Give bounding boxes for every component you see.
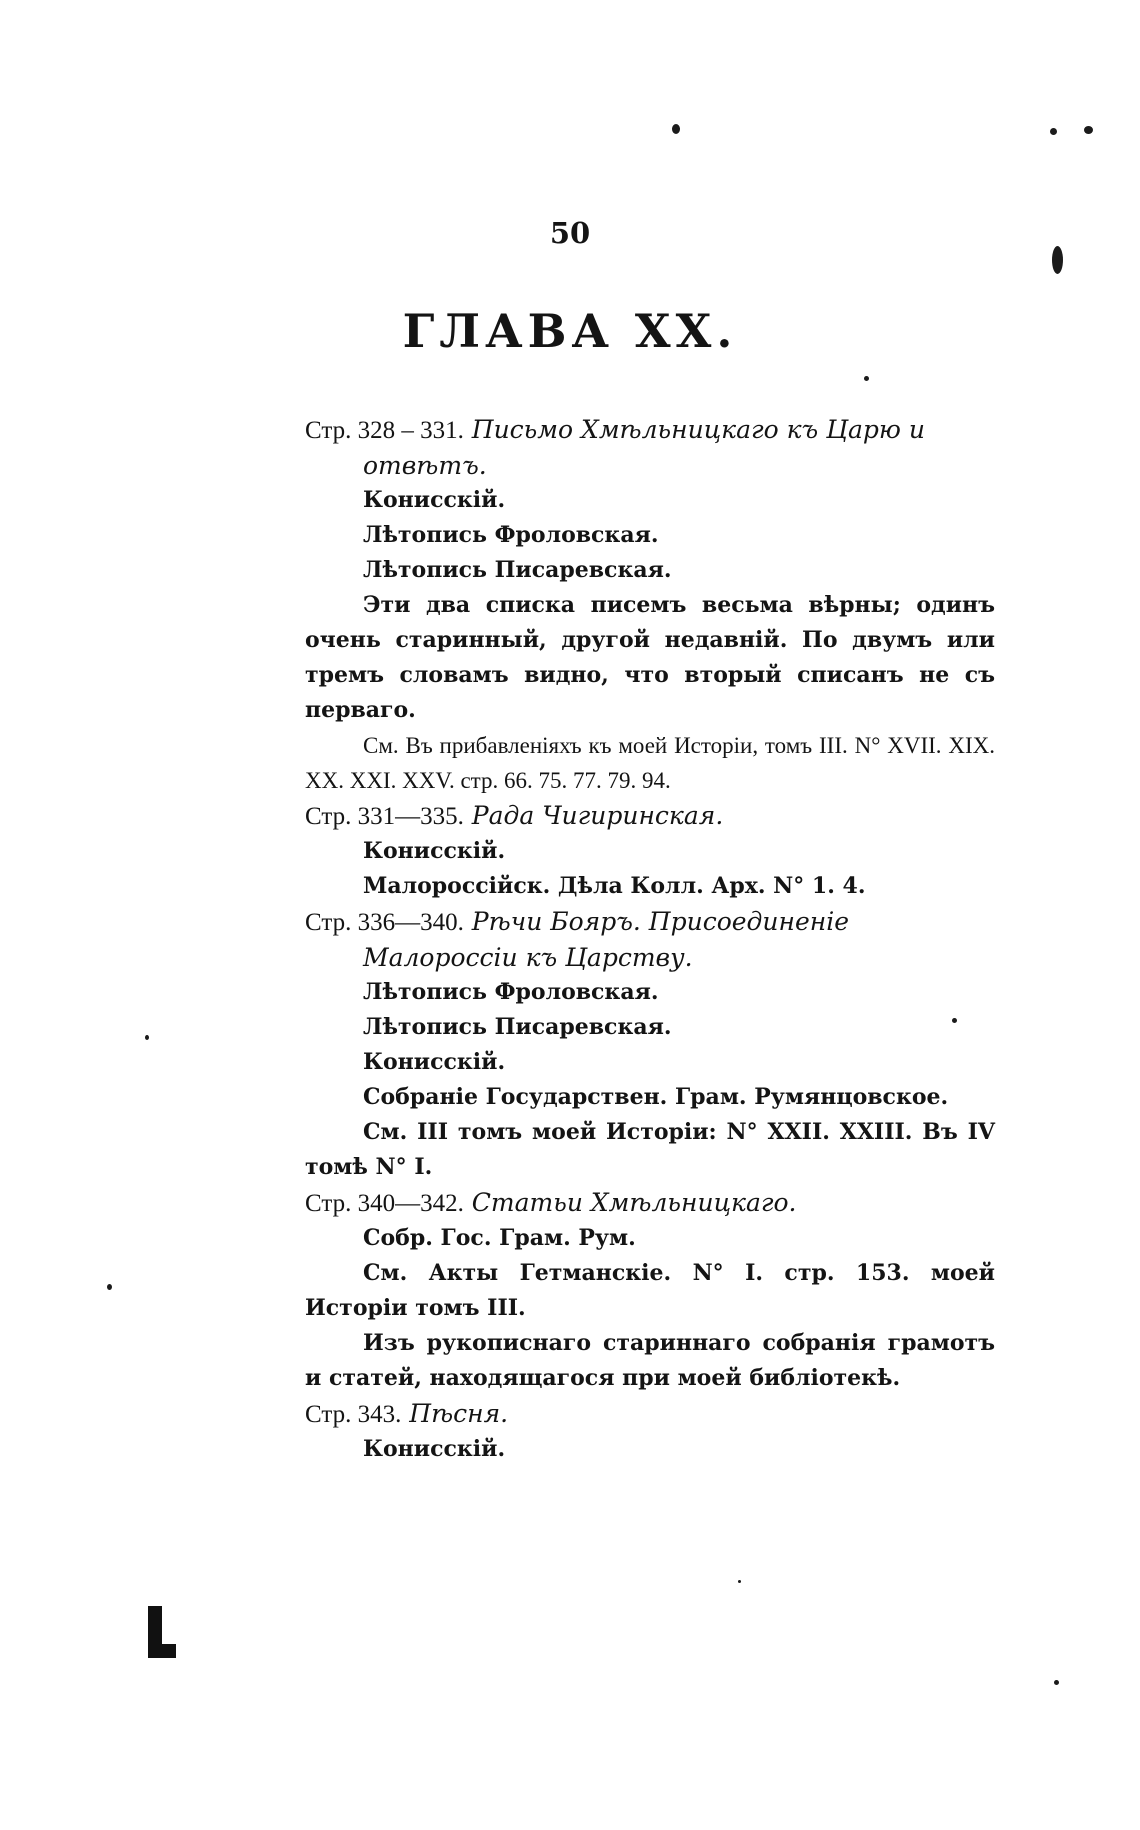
note-entry (305, 904, 995, 1185)
entry-heading (305, 798, 995, 834)
page-number: 50 (549, 216, 591, 250)
ink-mark (148, 1644, 176, 1658)
note-entry (305, 1185, 995, 1396)
ink-speck (1052, 246, 1063, 274)
entry-heading (305, 1185, 995, 1221)
source-line: Лѣтопись Фроловская. (363, 522, 659, 548)
ink-speck (738, 1580, 741, 1583)
source-line: Конисскій. (363, 1436, 506, 1462)
page-reference: Стр. 340—342. (305, 1190, 464, 1217)
source-line: Конисскій. (363, 1049, 506, 1075)
ink-speck (1054, 1680, 1059, 1685)
ink-speck (672, 124, 680, 134)
source-line: Лѣтопись Писаревская. (363, 557, 672, 583)
note-entry (305, 412, 995, 798)
source-line: Лѣтопись Писаревская. (363, 1014, 672, 1040)
entry-title: Рѣчи Бояръ. Присоединеніе Малороссіи къ Царству. (363, 907, 850, 972)
page-reference: Стр. 328 – 331. (305, 417, 464, 444)
ink-speck (1050, 128, 1057, 135)
page-reference: Стр. 331—335. (305, 803, 464, 830)
chapter-title: ГЛАВА XX. (402, 304, 738, 358)
page-reference: Стр. 343. (305, 1401, 402, 1428)
note-paragraph: Эти два списка писемъ весьма вѣрны; одинъ очень старинный, другой недавній. По двумъ или тремъ словамъ видно, что вторый списанъ не съ перваго. (305, 592, 995, 723)
note-paragraph: См. III томъ моей Исторіи: N° XXII. XXIII. Въ IV томѣ N° I. (305, 1119, 995, 1180)
source-line: Конисскій. (363, 487, 506, 513)
note-paragraph: См. Въ прибавленіяхъ къ моей Исторіи, томъ III. N° XVII. XIX. XX. XXI. XXV. стр. 66. 75. 77. 79. 94. (305, 733, 995, 793)
source-line: Собр. Гос. Грам. Рум. (363, 1225, 636, 1251)
page-reference: Стр. 336—340. (305, 909, 464, 936)
entry-heading (305, 904, 995, 975)
note-entry (305, 798, 995, 904)
ink-speck (1084, 126, 1093, 134)
source-line: Конисскій. (363, 838, 506, 864)
ink-speck (145, 1035, 149, 1040)
source-line: Лѣтопись Фроловская. (363, 979, 659, 1005)
note-paragraph: См. Акты Гетманскіе. N° I. стр. 153. моей Исторіи томъ III. (305, 1260, 995, 1321)
source-line: Малороссійск. Дѣла Колл. Арх. N° 1. 4. (363, 873, 866, 899)
note-paragraph: Изъ рукописнаго стариннаго собранія грамотъ и статей, находящагося при моей библіотекѣ. (305, 1330, 995, 1391)
ink-speck (107, 1284, 112, 1290)
entry-heading (305, 1396, 995, 1432)
ink-speck (864, 376, 869, 381)
entry-heading (305, 412, 995, 483)
source-line: Собраніе Государствен. Грам. Румянцовское. (363, 1084, 949, 1110)
chapter-notes (305, 412, 995, 1467)
entry-title: Статьи Хмѣльницкаго. (471, 1188, 797, 1217)
ink-speck (952, 1018, 957, 1023)
entry-title: Письмо Хмѣльницкаго къ Царю и отвѣтъ. (363, 415, 925, 480)
entry-title: Рада Чигиринская. (471, 801, 724, 830)
entry-title: Пѣсня. (409, 1399, 509, 1428)
note-entry (305, 1396, 995, 1467)
